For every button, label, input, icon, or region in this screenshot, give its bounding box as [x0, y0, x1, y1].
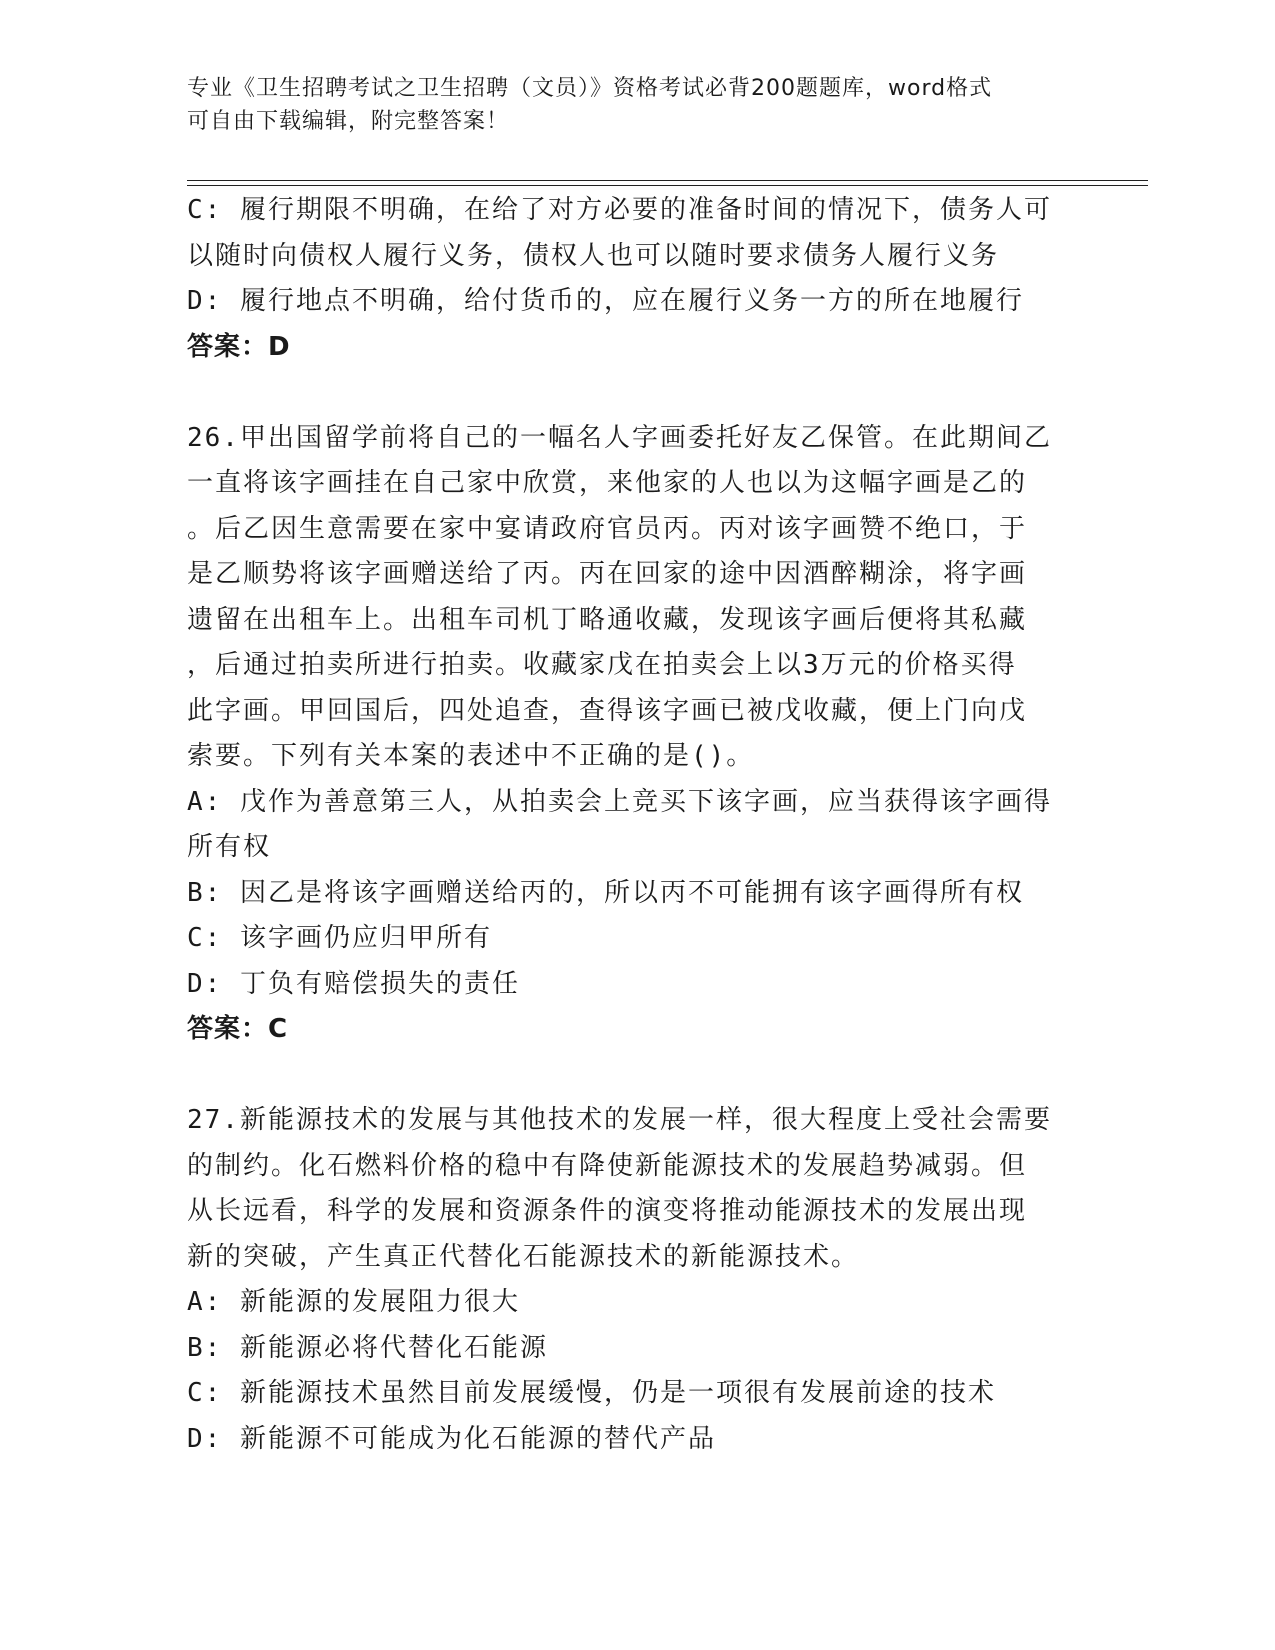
question-stem-line: 是乙顺势将该字画赠送给了丙。丙在回家的途中因酒醉糊涂，将字画: [187, 559, 1028, 589]
document-header: [187, 72, 1087, 138]
option-c: C: 该字画仍应归甲所有: [187, 923, 492, 953]
question-stem-line: 遗留在出租车上。出租车司机丁略通收藏，发现该字画后便将其私藏: [187, 604, 1028, 635]
question-stem-line: 一直将该字画挂在自己家中欣赏，来他家的人也以为这幅字画是乙的: [187, 468, 1028, 498]
question-stem-line: 从长远看，科学的发展和资源条件的演变将推动能源技术的发展出现: [187, 1196, 1028, 1226]
question-stem-line: 。后乙因生意需要在家中宴请政府官员丙。丙对该字画赞不绝口，于: [187, 513, 1028, 544]
question-27: [187, 1098, 1077, 1462]
option-a: A: 新能源的发展阻力很大: [187, 1287, 520, 1317]
option-b: B: 因乙是将该字画赠送给丙的，所以丙不可能拥有该字画得所有权: [187, 877, 1024, 908]
question-stem-line: ，后通过拍卖所进行拍卖。收藏家戊在拍卖会上以3万元的价格买得: [187, 650, 1017, 680]
question-stem-line: 26.甲出国留学前将自己的一幅名人字画委托好友乙保管。在此期间乙: [187, 422, 1052, 453]
option-c: C: 新能源技术虽然目前发展缓慢，仍是一项很有发展前途的技术: [187, 1378, 996, 1408]
option-d: D: 履行地点不明确，给付货币的，应在履行义务一方的所在地履行: [187, 286, 1024, 316]
question-25-fragment: [187, 188, 1077, 370]
question-stem-line: 27.新能源技术的发展与其他技术的发展一样，很大程度上受社会需要: [187, 1105, 1052, 1135]
header-divider: [187, 180, 1148, 186]
question-stem-line: 新的突破，产生真正代替化石能源技术的新能源技术。: [187, 1241, 860, 1272]
option-b: B: 新能源必将代替化石能源: [187, 1332, 548, 1363]
option-a-line-2: 所有权: [187, 832, 272, 862]
question-26: [187, 416, 1077, 1053]
option-c-line-1: C: 履行期限不明确，在给了对方必要的准备时间的情况下，债务人可: [187, 195, 1052, 225]
question-stem-line: 索要。下列有关本案的表述中不正确的是()。: [187, 741, 755, 771]
option-d: D: 新能源不可能成为化石能源的替代产品: [187, 1423, 716, 1454]
question-stem-line: 的制约。化石燃料价格的稳中有降使新能源技术的发展趋势减弱。但: [187, 1150, 1028, 1181]
header-line-1: 专业《卫生招聘考试之卫生招聘（文员）》资格考试必背200题题库，word格式: [187, 76, 993, 101]
option-a-line-1: A: 戊作为善意第三人，从拍卖会上竞买下该字画，应当获得该字画得: [187, 786, 1052, 817]
answer: 答案：C: [187, 1014, 289, 1044]
answer: 答案：D: [187, 331, 291, 362]
header-line-2: 可自由下载编辑，附完整答案！: [187, 109, 510, 134]
question-stem-line: 此字画。甲回国后，四处追查，查得该字画已被戊收藏，便上门向戊: [187, 695, 1028, 726]
option-d: D: 丁负有赔偿损失的责任: [187, 968, 520, 999]
document-body: [187, 188, 1077, 1462]
option-c-line-2: 以随时向债权人履行义务，债权人也可以随时要求债务人履行义务: [187, 240, 1000, 271]
